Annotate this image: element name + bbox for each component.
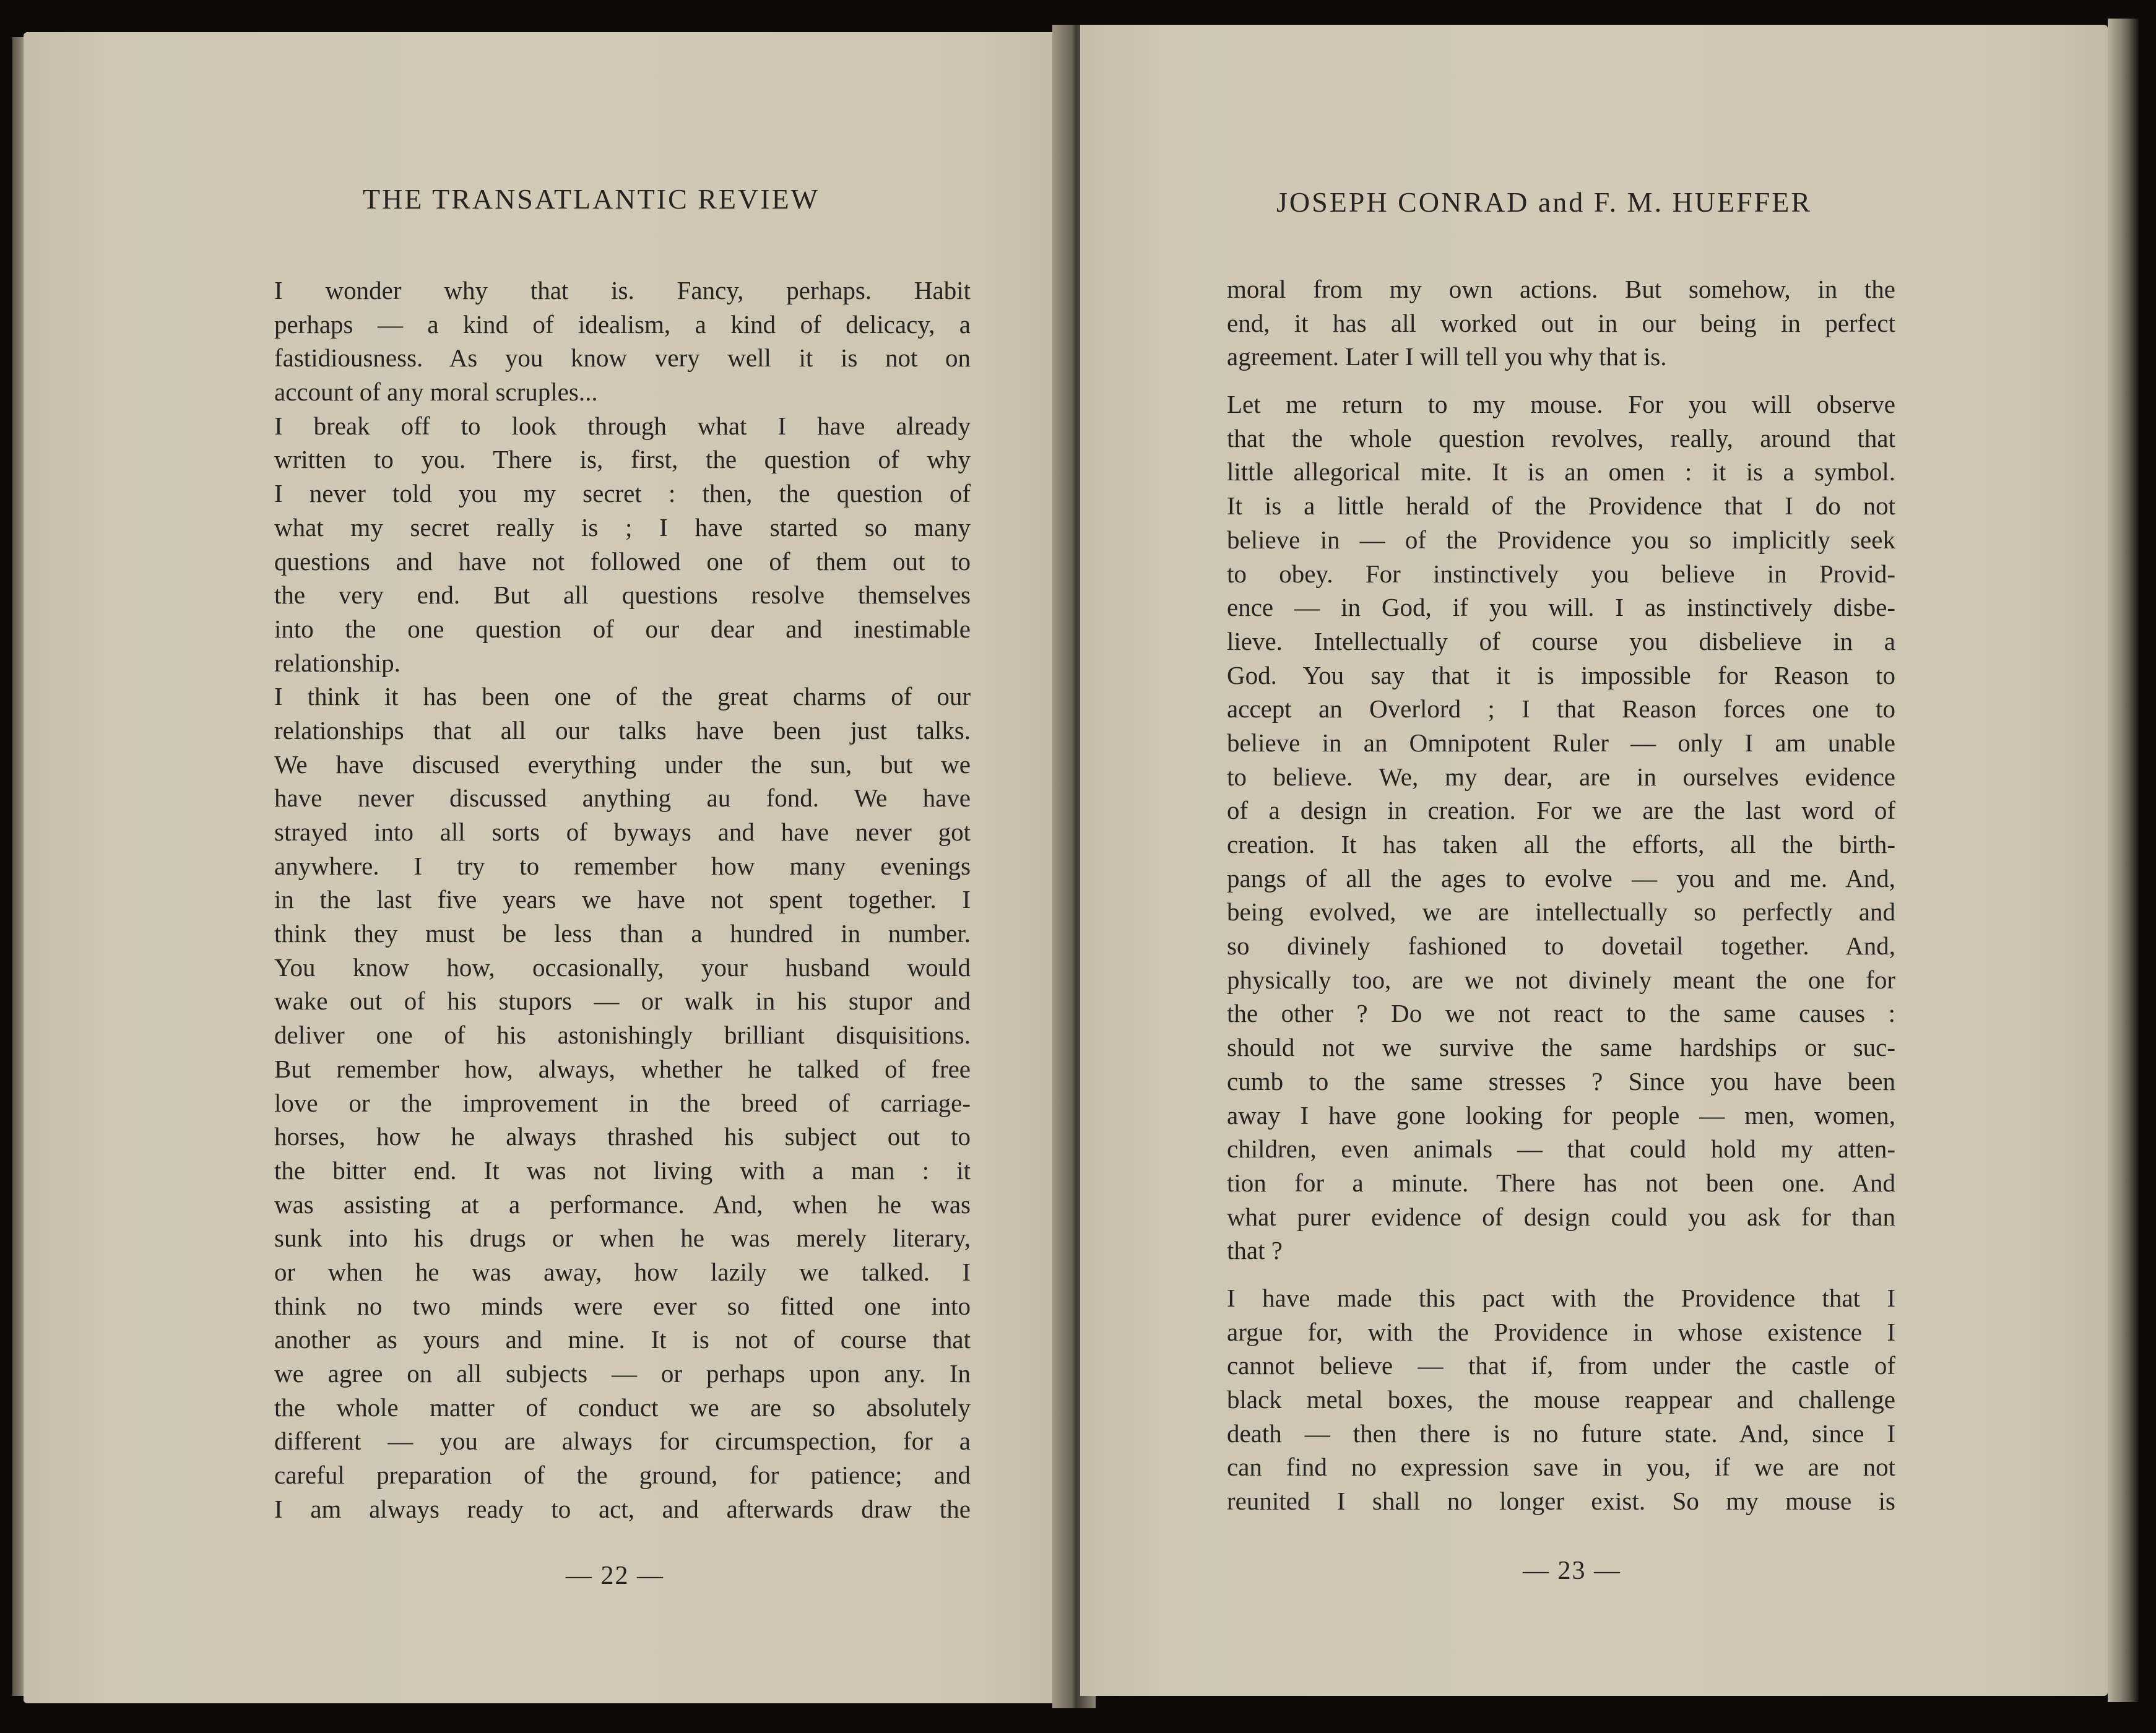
- text-line: horses, how he always thrashed his subject out to: [274, 1122, 971, 1151]
- left-page-text: [274, 274, 971, 1526]
- text-line: careful preparation of the ground, for patience; and: [274, 1461, 971, 1490]
- right-page-edge: [2108, 19, 2139, 1702]
- running-header-right: JOSEPH CONRAD and F. M. HUEFFER: [1276, 186, 1812, 218]
- text-line: cannot believe — that if, from under the castle of: [1227, 1351, 1895, 1380]
- text-line: tion for a minute. There has not been one. And: [1227, 1168, 1895, 1197]
- text-line: what purer evidence of design could you ask for than: [1227, 1202, 1895, 1231]
- right-page: [1080, 25, 2108, 1696]
- text-line: black metal boxes, the mouse reappear and challenge: [1227, 1385, 1895, 1414]
- text-line: so divinely fashioned to dovetail together. And,: [1227, 931, 1895, 961]
- text-line: to obey. For instinctively you believe in Provid-: [1227, 559, 1895, 588]
- text-line: death — then there is no future state. And, since I: [1227, 1419, 1895, 1448]
- text-line: sunk into his drugs or when he was merely literary,: [274, 1224, 971, 1253]
- text-line: relationship.: [274, 648, 400, 677]
- text-line: perhaps — a kind of idealism, a kind of delicacy, a: [274, 309, 971, 339]
- text-line: wake out of his stupors — or walk in his stupor and: [274, 987, 971, 1016]
- text-line: pangs of all the ages to evolve — you and me. And,: [1227, 863, 1895, 892]
- page-number-right: — 23 —: [1523, 1557, 1621, 1585]
- text-line: I break off to look through what I have already: [274, 411, 971, 440]
- text-line: You know how, occasionally, your husband would: [274, 953, 971, 982]
- text-line: accept an Overlord ; I that Reason forces one to: [1227, 694, 1895, 724]
- text-line: end, it has all worked out in our being in perfect: [1227, 308, 1895, 337]
- text-line: away I have gone looking for people — men, women,: [1227, 1100, 1895, 1130]
- text-line: another as yours and mine. It is not of course that: [274, 1325, 971, 1354]
- text-line: believe in an Omnipotent Ruler — only I am unable: [1227, 728, 1895, 757]
- text-line: moral from my own actions. But somehow, in the: [1227, 275, 1895, 303]
- text-line: We have discused everything under the sun, but we: [274, 750, 971, 779]
- text-line: It is a little herald of the Providence that I do not: [1227, 491, 1895, 521]
- text-line: Let me return to my mouse. For you will observe: [1227, 390, 1895, 419]
- text-line: But remember how, always, whether he talked of free: [274, 1054, 971, 1083]
- text-line: lieve. Intellectually of course you disbelieve in a: [1227, 626, 1895, 655]
- text-line: think they must be less than a hundred in number.: [274, 919, 971, 948]
- text-line: I never told you my secret : then, the question of: [274, 479, 971, 508]
- text-line: to believe. We, my dear, are in ourselves evidence: [1227, 762, 1895, 791]
- text-line: what my secret really is ; I have started so many: [274, 512, 971, 542]
- text-line: in the last five years we have not spent together. I: [274, 885, 971, 914]
- running-header-left: THE TRANSATLANTIC REVIEW: [363, 183, 820, 215]
- text-line: have never discussed anything au fond. We have: [274, 784, 971, 813]
- text-line: argue for, with the Providence in whose existence I: [1227, 1317, 1895, 1346]
- text-line: we agree on all subjects — or perhaps upon any. In: [274, 1359, 971, 1388]
- right-page-text: [1227, 272, 1895, 1518]
- text-line: physically too, are we not divinely meant the one for: [1227, 965, 1895, 994]
- paragraph-gap: [1227, 374, 1895, 387]
- text-line: I have made this pact with the Providence that I: [1227, 1283, 1895, 1312]
- text-line: or when he was away, how lazily we talked. I: [274, 1257, 971, 1286]
- text-line: the bitter end. It was not living with a man : it: [274, 1156, 971, 1185]
- text-line: different — you are always for circumspection, for a: [274, 1427, 971, 1456]
- text-line: creation. It has taken all the efforts, all the birth-: [1227, 830, 1895, 858]
- text-line: that ?: [1227, 1236, 1283, 1265]
- text-line: deliver one of his astonishingly brilliant disquisitions.: [274, 1021, 971, 1050]
- text-line: relationships that all our talks have been just talks.: [274, 715, 971, 745]
- text-line: I think it has been one of the great charms of our: [274, 682, 971, 711]
- paragraph-gap: [1227, 1268, 1895, 1281]
- text-line: the very end. But all questions resolve themselves: [274, 581, 971, 610]
- text-line: cumb to the same stresses ? Since you have been: [1227, 1066, 1895, 1096]
- text-line: the whole matter of conduct we are so absolutely: [274, 1393, 971, 1422]
- left-page: [24, 32, 1063, 1703]
- text-line: questions and have not followed one of them out to: [274, 547, 971, 576]
- text-line: I am always ready to act, and afterwards draw the: [274, 1494, 971, 1523]
- text-line: that the whole question revolves, really, around that: [1227, 423, 1895, 452]
- text-line: fastidiousness. As you know very well it is not on: [274, 344, 971, 373]
- text-line: into the one question of our dear and inestimable: [274, 614, 971, 643]
- text-line: was assisting at a performance. And, when he was: [274, 1190, 971, 1219]
- text-line: being evolved, we are intellectually so perfectly and: [1227, 897, 1895, 927]
- text-line: account of any moral scruples...: [274, 378, 598, 407]
- text-line: I wonder why that is. Fancy, perhaps. Habit: [274, 276, 971, 305]
- text-line: the other ? Do we not react to the same causes :: [1227, 999, 1895, 1028]
- text-line: love or the improvement in the breed of carriage-: [274, 1088, 971, 1117]
- text-line: agreement. Later I will tell you why that is.: [1227, 342, 1667, 371]
- text-line: little allegorical mite. It is an omen : it is a symbol.: [1227, 457, 1895, 486]
- text-line: reunited I shall no longer exist. So my mouse is: [1227, 1487, 1895, 1516]
- text-line: written to you. There is, first, the question of why: [274, 445, 971, 474]
- text-line: should not we survive the same hardships or suc-: [1227, 1033, 1895, 1062]
- page-number-left: — 22 —: [566, 1562, 664, 1590]
- text-line: ence — in God, if you will. I as instinctively disbe-: [1227, 593, 1895, 622]
- text-line: children, even animals — that could hold my atten-: [1227, 1134, 1895, 1164]
- text-line: can find no expression save in you, if we are not: [1227, 1453, 1895, 1482]
- text-line: believe in — of the Providence you so implicitly seek: [1227, 525, 1895, 554]
- text-line: think no two minds were ever so fitted one into: [274, 1291, 971, 1320]
- text-line: of a design in creation. For we are the last word of: [1227, 796, 1895, 825]
- text-line: strayed into all sorts of byways and have never got: [274, 818, 971, 846]
- text-line: anywhere. I try to remember how many evenings: [274, 851, 971, 880]
- text-line: God. You say that it is impossible for Reason to: [1227, 660, 1895, 689]
